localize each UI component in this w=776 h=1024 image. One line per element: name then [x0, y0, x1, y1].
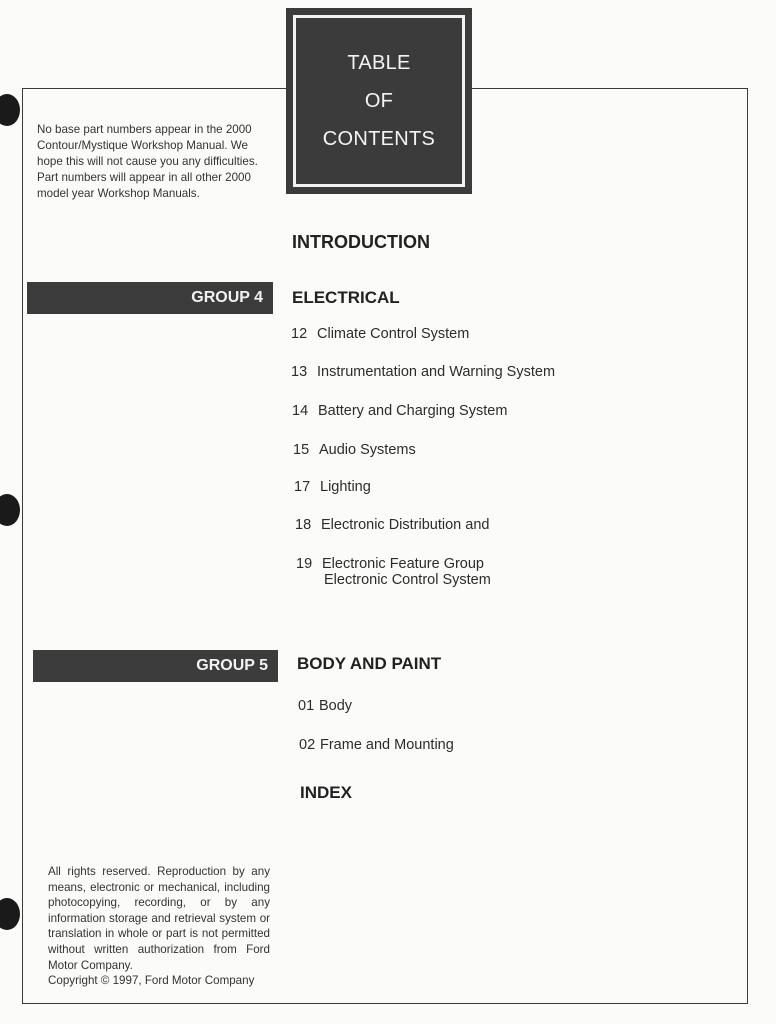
- section-title: Electronic Distribution and: [321, 517, 490, 533]
- binder-hole-bottom: [0, 898, 20, 930]
- section-number: 15: [293, 442, 310, 458]
- toc-entry[interactable]: [295, 517, 489, 533]
- binder-hole-top: [0, 94, 20, 126]
- section-number: 17: [294, 479, 311, 495]
- index-heading: INDEX: [300, 783, 352, 802]
- toc-entry[interactable]: [291, 364, 555, 380]
- rights-text: All rights reserved. Reproduction by any means, electronic or mechanical, including photocopying, recording, or by any information storage and retrieval system or translation in whole or part is not permitted without written authorization from Ford Motor Company.: [48, 865, 270, 972]
- title-box: [286, 8, 472, 194]
- section-title: Battery and Charging System: [318, 403, 508, 419]
- copyright-line: Copyright © 1997, Ford Motor Company: [48, 974, 255, 988]
- section-title-continued: Electronic Control System: [324, 572, 491, 588]
- group-5-bar: GROUP 5: [33, 650, 278, 682]
- section-number: 14: [292, 403, 309, 419]
- section-number: 19: [296, 556, 313, 572]
- title-line-3: CONTENTS: [322, 128, 436, 150]
- section-title: Instrumentation and Warning System: [317, 364, 556, 380]
- title-line-2: OF: [364, 90, 394, 112]
- toc-entry[interactable]: [296, 556, 491, 588]
- rights-notice: [48, 864, 270, 989]
- title-inner: [293, 15, 465, 187]
- section-number: 02: [299, 737, 316, 753]
- toc-entry[interactable]: [294, 479, 371, 495]
- section-number: 13: [291, 364, 308, 380]
- title-line-1: TABLE: [347, 52, 411, 74]
- toc-entry[interactable]: [293, 442, 416, 458]
- section-title: Electronic Feature Group: [322, 556, 484, 572]
- section-number: 01: [298, 698, 315, 714]
- electrical-heading: ELECTRICAL: [292, 288, 400, 307]
- binder-hole-middle: [0, 494, 20, 526]
- introduction-heading: INTRODUCTION: [292, 232, 430, 252]
- toc-entry[interactable]: [292, 403, 507, 419]
- toc-entry[interactable]: [299, 737, 454, 753]
- section-number: 18: [295, 517, 312, 533]
- part-number-note: No base part numbers appear in the 2000 Contour/Mystique Workshop Manual. We hope this will not cause you any difficulties. Part numbers will appear in all other 2000 model year Workshop Manuals.: [37, 123, 258, 200]
- section-title: Lighting: [320, 479, 371, 495]
- body-and-paint-heading: BODY AND PAINT: [297, 654, 442, 673]
- section-title: Audio Systems: [319, 442, 416, 458]
- section-title: Frame and Mounting: [320, 737, 454, 753]
- section-title: Body: [319, 698, 353, 714]
- section-number: 12: [291, 326, 308, 342]
- toc-entry[interactable]: [298, 698, 352, 714]
- section-title: Climate Control System: [317, 326, 470, 342]
- group-4-bar: GROUP 4: [27, 282, 273, 314]
- toc-entry[interactable]: [291, 326, 469, 342]
